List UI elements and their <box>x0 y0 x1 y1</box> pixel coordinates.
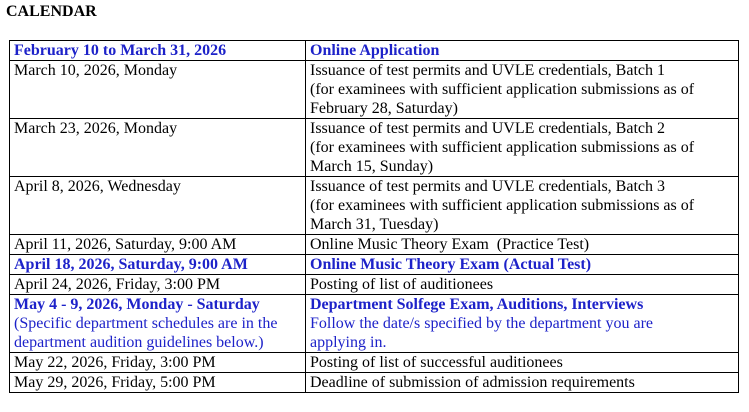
table-row <box>10 61 739 119</box>
date-cell <box>10 275 306 295</box>
date-text: March 23, 2026, Monday <box>14 120 178 137</box>
date-text: February 10 to March 31, 2026 <box>14 42 227 59</box>
date-note: (Specific department schedules are in the <box>14 315 278 332</box>
event-text: (for examinees with sufficient application submissions as of <box>310 139 695 156</box>
event-cell <box>306 41 739 61</box>
table-row <box>10 235 739 255</box>
date-text: April 11, 2026, Saturday, 9:00 AM <box>14 236 237 253</box>
event-text: Issuance of test permits and UVLE credentials, Batch 1 <box>310 62 665 79</box>
event-text: March 15, Sunday) <box>310 158 434 175</box>
page-heading: CALENDAR <box>6 3 97 20</box>
event-text: Issuance of test permits and UVLE credentials, Batch 2 <box>310 120 665 137</box>
date-text: April 24, 2026, Friday, 3:00 PM <box>14 276 221 293</box>
table-row <box>10 373 739 393</box>
event-cell <box>306 353 739 373</box>
date-cell <box>10 177 306 235</box>
event-note: Follow the date/s specified by the department you are <box>310 315 654 332</box>
event-text: Issuance of test permits and UVLE credentials, Batch 3 <box>310 178 665 195</box>
date-text: April 8, 2026, Wednesday <box>14 178 181 195</box>
date-cell <box>10 255 306 275</box>
table-row <box>10 275 739 295</box>
event-text: Online Music Theory Exam (Practice Test) <box>310 236 590 253</box>
date-cell <box>10 353 306 373</box>
date-cell <box>10 119 306 177</box>
date-cell <box>10 41 306 61</box>
date-note: department audition guidelines below.) <box>14 334 264 351</box>
date-text: May 4 - 9, 2026, Monday - Saturday <box>14 296 260 313</box>
event-text: Posting of list of auditionees <box>310 276 494 293</box>
table-row <box>10 119 739 177</box>
event-text: (for examinees with sufficient application submissions as of <box>310 81 695 98</box>
event-note: applying in. <box>310 334 387 351</box>
event-text: Online Music Theory Exam (Actual Test) <box>310 256 592 273</box>
event-text: (for examinees with sufficient application submissions as of <box>310 197 695 214</box>
event-cell <box>306 295 739 353</box>
event-cell <box>306 119 739 177</box>
date-cell <box>10 235 306 255</box>
table-row <box>10 41 739 61</box>
event-cell <box>306 235 739 255</box>
date-cell <box>10 373 306 393</box>
event-text: Posting of list of successful auditionees <box>310 354 563 371</box>
table-row <box>10 255 739 275</box>
date-cell <box>10 61 306 119</box>
event-text: Online Application <box>310 42 440 59</box>
date-text: March 10, 2026, Monday <box>14 62 178 79</box>
date-text: May 22, 2026, Friday, 3:00 PM <box>14 354 216 371</box>
event-text: Department Solfege Exam, Auditions, Interviews <box>310 296 644 313</box>
date-cell <box>10 295 306 353</box>
event-cell <box>306 177 739 235</box>
event-cell <box>306 255 739 275</box>
event-text: Deadline of submission of admission requirements <box>310 374 635 391</box>
table-row <box>10 353 739 373</box>
event-cell <box>306 373 739 393</box>
date-text: April 18, 2026, Saturday, 9:00 AM <box>14 256 248 273</box>
event-cell <box>306 61 739 119</box>
calendar-table <box>9 40 739 393</box>
event-cell <box>306 275 739 295</box>
date-text: May 29, 2026, Friday, 5:00 PM <box>14 374 216 391</box>
event-text: February 28, Saturday) <box>310 100 458 117</box>
table-row <box>10 295 739 353</box>
table-row <box>10 177 739 235</box>
event-text: March 31, Tuesday) <box>310 216 439 233</box>
